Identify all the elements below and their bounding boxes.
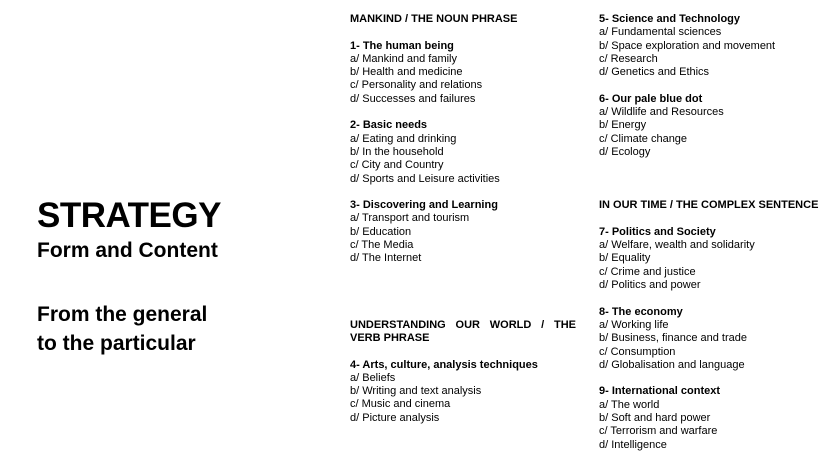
section-title: 3- Discovering and Learning	[350, 199, 498, 212]
page-title: STRATEGY	[37, 196, 221, 235]
section-title: 8- The economy	[599, 305, 683, 318]
section-item: b/ Space exploration and movement	[599, 39, 776, 52]
section-item: b/ In the household	[350, 145, 444, 158]
section-item: c/ Research	[599, 52, 658, 65]
section-item: c/ Crime and justice	[599, 265, 696, 278]
section-item: b/ Health and medicine	[350, 66, 463, 79]
section-item: a/ Beliefs	[350, 371, 396, 384]
section-item: a/ Transport and tourism	[350, 212, 470, 225]
section-title: 1- The human being	[350, 39, 454, 52]
section-item: c/ Terrorism and warfare	[599, 425, 718, 438]
section-item: b/ Equality	[599, 252, 651, 265]
section-item: b/ Business, finance and trade	[599, 332, 747, 345]
tagline-line: From the general	[37, 303, 208, 326]
section-item: b/ Energy	[599, 119, 647, 132]
section-item: d/ Picture analysis	[350, 411, 440, 424]
tagline-line: to the particular	[37, 332, 196, 355]
section-item: d/ Genetics and Ethics	[599, 66, 710, 79]
section-item: d/ Ecology	[599, 145, 651, 158]
section-item: a/ Wildlife and Resources	[599, 106, 724, 119]
section	[599, 385, 827, 451]
section-item: a/ Eating and drinking	[350, 132, 457, 145]
section-item: c/ The Media	[350, 239, 414, 252]
section-item: b/ Writing and text analysis	[350, 385, 482, 398]
section-item: c/ City and Country	[350, 159, 444, 172]
section-item: d/ Globalisation and language	[599, 358, 745, 371]
section-item: a/ Fundamental sciences	[599, 26, 722, 39]
section	[599, 93, 827, 159]
section-title: 5- Science and Technology	[599, 13, 740, 25]
tagline	[37, 300, 317, 358]
section-item: c/ Music and cinema	[350, 398, 451, 411]
section-title: 2- Basic needs	[350, 119, 428, 132]
section-item: c/ Climate change	[599, 132, 688, 145]
section-item: d/ Politics and power	[599, 279, 701, 292]
section-item: c/ Personality and relations	[350, 79, 483, 92]
section	[599, 226, 827, 292]
intro-block	[37, 196, 317, 358]
part-heading: IN OUR TIME / THE COMPLEX SENTENCE	[599, 199, 819, 212]
part-heading: UNDERSTANDING OUR WORLD / THE VERB PHRASE	[350, 318, 576, 344]
section-item: a/ The world	[599, 398, 660, 411]
section-title: 9- International context	[599, 385, 721, 398]
section-item: c/ Consumption	[599, 345, 676, 358]
section-item: a/ Working life	[599, 318, 669, 331]
section	[350, 199, 576, 265]
section-title: 7- Politics and Society	[599, 225, 716, 238]
section-title: 6- Our pale blue dot	[599, 92, 703, 105]
part-heading: MANKIND / THE NOUN PHRASE	[350, 13, 518, 25]
section	[599, 306, 827, 372]
section-item: d/ Successes and failures	[350, 92, 476, 105]
column-left	[350, 13, 576, 425]
section-title: 4- Arts, culture, analysis techniques	[350, 358, 538, 371]
section	[350, 119, 576, 185]
section	[350, 40, 576, 106]
section-item: d/ Intelligence	[599, 438, 667, 451]
section-item: b/ Soft and hard power	[599, 412, 711, 425]
section-item: d/ The Internet	[350, 252, 422, 265]
section-item: d/ Sports and Leisure activities	[350, 172, 500, 185]
section-item: a/ Mankind and family	[350, 52, 457, 65]
section-item: a/ Welfare, wealth and solidarity	[599, 239, 755, 252]
section	[350, 359, 576, 425]
page-subtitle: Form and Content	[37, 239, 218, 262]
section-item: b/ Education	[350, 225, 412, 238]
column-right	[599, 13, 827, 452]
